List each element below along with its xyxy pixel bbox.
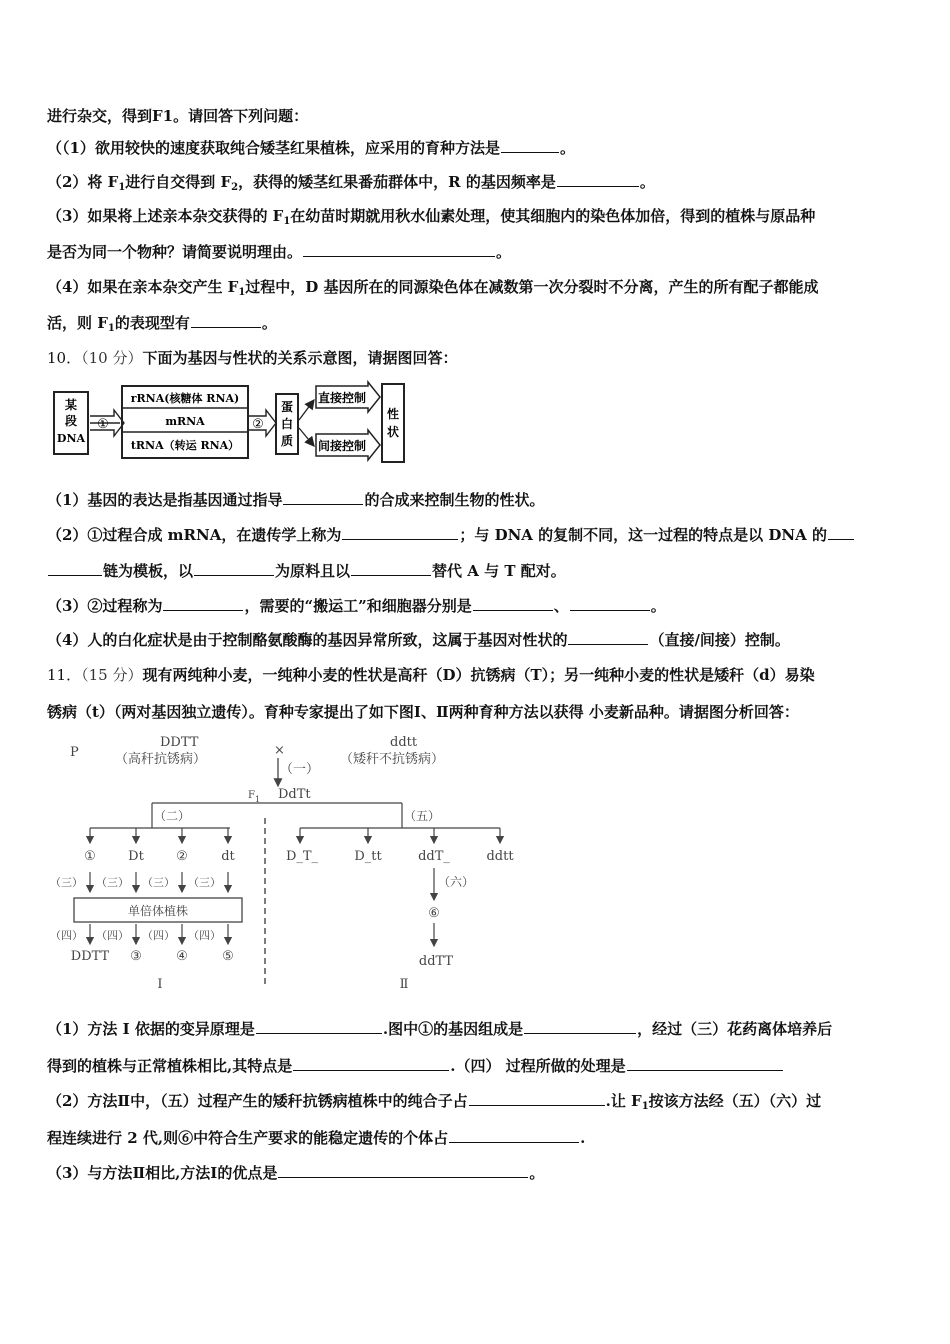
svg-text:ddTT: ddTT: [418, 954, 454, 969]
svg-text:②: ②: [252, 417, 264, 432]
svg-text:ddtt: ddtt: [486, 849, 514, 864]
svg-text:DDTT: DDTT: [70, 949, 110, 964]
direct-control-box: [316, 382, 380, 412]
svg-text:P: P: [70, 745, 79, 760]
q11-part1-line2: 得到的植株与正常植株相比,其特点是 .（四） 过程所做的处理是: [47, 1056, 910, 1076]
answer-blank[interactable]: [163, 596, 243, 611]
answer-blank[interactable]: [828, 525, 854, 540]
svg-text:（矮秆不抗锈病）: （矮秆不抗锈病）: [340, 752, 445, 767]
svg-text:Dt: Dt: [128, 849, 144, 864]
svg-text:单倍体植株: 单倍体植株: [127, 904, 189, 918]
q9-part4-line2: 活，则 $F_1$的表现型有 。: [47, 314, 277, 334]
q9-part4-line1: （4）如果在亲本杂交产生 $F_1$过程中，D 基因所在的同源染色体在减数第一次分裂时不分离，产生的所有配子都能成: [47, 278, 819, 298]
svg-text:（六）: （六）: [438, 875, 475, 889]
q10-part2-line2: 链为模板，以 为原料且以 替代 A 与 T 配对。: [47, 561, 910, 581]
svg-text:某: 某: [64, 398, 78, 412]
svg-text:ddT_: ddT_: [418, 849, 450, 864]
svg-text:（高秆抗锈病）: （高秆抗锈病）: [115, 752, 207, 767]
q9-part1: （（1）欲用较快的速度获取纯合矮茎红果植株，应采用的育种方法是 。: [47, 139, 575, 157]
svg-text:DNA: DNA: [56, 432, 86, 445]
answer-blank[interactable]: [194, 561, 274, 576]
answer-blank[interactable]: [342, 525, 458, 540]
answer-blank[interactable]: [570, 596, 650, 611]
q11-part1-line1: （1）方法 I 依据的变异原理是 .图中①的基因组成是 ，经过（三）花药离体培养后: [47, 1020, 833, 1038]
q11-part2-line2: 程连续进行 2 代,则⑥中符合生产要求的能稳定遗传的个体占 .: [47, 1129, 586, 1147]
trait-box: [382, 384, 404, 462]
q9-part2: （2）将 $F_1$进行自交得到 $F_2$，获得的矮茎红果番茄群体中，R 的基因频率是 。: [47, 173, 655, 193]
svg-text:⑤: ⑤: [222, 949, 234, 964]
indirect-control-box: [316, 430, 380, 460]
svg-text:蛋: 蛋: [280, 400, 294, 414]
answer-blank[interactable]: [303, 242, 495, 257]
breeding-diagram: [50, 730, 530, 1000]
svg-text:白: 白: [280, 417, 294, 431]
svg-text:性: 性: [386, 407, 400, 421]
answer-blank[interactable]: [524, 1019, 636, 1034]
q10-part2-line1: （2）①过程合成 mRNA，在遗传学上称为 ；与 DNA 的复制不同，这一过程的特点是以 DNA 的: [47, 525, 910, 545]
answer-blank[interactable]: [351, 561, 431, 576]
svg-text:D_T_: D_T_: [285, 849, 319, 864]
q11-part3: （3）与方法Ⅱ相比,方法Ⅰ的优点是 。: [47, 1164, 545, 1182]
gene-trait-diagram: [50, 380, 410, 466]
svg-text:ddtt: ddtt: [390, 735, 418, 750]
svg-text:（三）: （三）: [188, 876, 221, 889]
answer-blank[interactable]: [278, 1163, 528, 1178]
rna-box: [122, 386, 248, 458]
svg-text:（三）: （三）: [142, 876, 175, 889]
svg-text:段: 段: [64, 414, 78, 428]
svg-text:1: 1: [255, 795, 261, 804]
svg-text:（四）: （四）: [142, 929, 175, 942]
svg-text:Ⅰ: Ⅰ: [157, 977, 163, 992]
step1-arrow: [90, 410, 124, 436]
q10-header: 10．（10 分）下面为基因与性状的关系示意图，请据图回答：: [47, 349, 458, 367]
q9-part3-line2: 是否为同一个物种？请简要说明理由。 。: [47, 243, 512, 261]
svg-text:（五）: （五）: [404, 809, 441, 823]
q11-header-line2: 锈病（t）（两对基因独立遗传）。育种专家提出了如下图Ⅰ、Ⅱ两种育种方法以获得 小麦新品种。请据图分析回答：: [47, 703, 799, 721]
svg-text:（三）: （三）: [50, 876, 83, 889]
svg-text:（四）: （四）: [96, 929, 129, 942]
answer-blank[interactable]: [473, 596, 553, 611]
q11-header-line1: 11．（15 分）现有两纯种小麦，一纯种小麦的性状是高秆（D）抗锈病（T）；另一纯种小麦的性状是矮秆（d）易染: [47, 666, 815, 684]
svg-text:F: F: [248, 790, 255, 801]
svg-text:（三）: （三）: [96, 876, 129, 889]
answer-blank[interactable]: [568, 630, 648, 645]
svg-text:②: ②: [176, 849, 188, 864]
svg-text:①: ①: [97, 417, 109, 432]
q11-part2-line1: （2）方法Ⅱ中，（五）过程产生的矮秆抗锈病植株中的纯合子占 .让 $F_1$按该方法经（五）（六）过: [47, 1092, 822, 1112]
q10-part1: （1）基因的表达是指基因通过指导 的合成来控制生物的性状。: [47, 491, 545, 509]
q9-part3-line1: （3）如果将上述亲本杂交获得的 $F_1$在幼苗时期就用秋水仙素处理，使其细胞内的染色体加倍，得到的植株与原品种: [47, 207, 816, 227]
q10-part4: （4）人的白化症状是由于控制酪氨酸酶的基因异常所致，这属于基因对性状的 （直接/间接）控制。: [47, 631, 790, 649]
svg-text:Ⅱ: Ⅱ: [399, 977, 409, 992]
q10-part3: （3）②过程称为 ，需要的“搬运工”和细胞器分别是 、 。: [47, 597, 666, 615]
dna-box: [54, 392, 88, 454]
answer-blank[interactable]: [191, 313, 261, 328]
answer-blank[interactable]: [469, 1091, 605, 1106]
answer-blank[interactable]: [256, 1019, 382, 1034]
svg-text:状: 状: [386, 425, 400, 439]
svg-text:dt: dt: [221, 849, 235, 864]
svg-text:④: ④: [176, 949, 188, 964]
svg-text:rRNA(核糖体 RNA): rRNA(核糖体 RNA): [130, 392, 240, 405]
svg-text:mRNA: mRNA: [165, 415, 205, 428]
protein-box: [276, 394, 298, 454]
svg-text:间接控制: 间接控制: [317, 439, 367, 453]
svg-text:×: ×: [274, 743, 285, 758]
answer-blank[interactable]: [501, 138, 559, 153]
svg-text:⑥: ⑥: [428, 906, 440, 921]
answer-blank[interactable]: [557, 172, 639, 187]
svg-text:DdTt: DdTt: [278, 787, 311, 802]
answer-blank[interactable]: [627, 1056, 783, 1071]
svg-text:①: ①: [84, 849, 96, 864]
answer-blank[interactable]: [293, 1056, 449, 1071]
step2-arrow: [249, 410, 276, 436]
svg-text:（一）: （一）: [280, 762, 320, 777]
answer-blank[interactable]: [449, 1128, 579, 1143]
svg-text:质: 质: [280, 434, 294, 448]
svg-text:（四）: （四）: [188, 929, 221, 942]
svg-text:DDTT: DDTT: [160, 735, 199, 750]
svg-text:tRNA（转运 RNA）: tRNA（转运 RNA）: [130, 439, 240, 452]
svg-text:③: ③: [130, 949, 142, 964]
q9-intro: 进行杂交，得到F1。请回答下列问题：: [47, 107, 309, 125]
answer-blank[interactable]: [283, 490, 363, 505]
answer-blank[interactable]: [48, 561, 102, 576]
svg-text:D_tt: D_tt: [354, 849, 382, 864]
svg-text:（二）: （二）: [154, 809, 191, 823]
svg-text:（四）: （四）: [50, 929, 83, 942]
svg-text:直接控制: 直接控制: [317, 391, 367, 405]
